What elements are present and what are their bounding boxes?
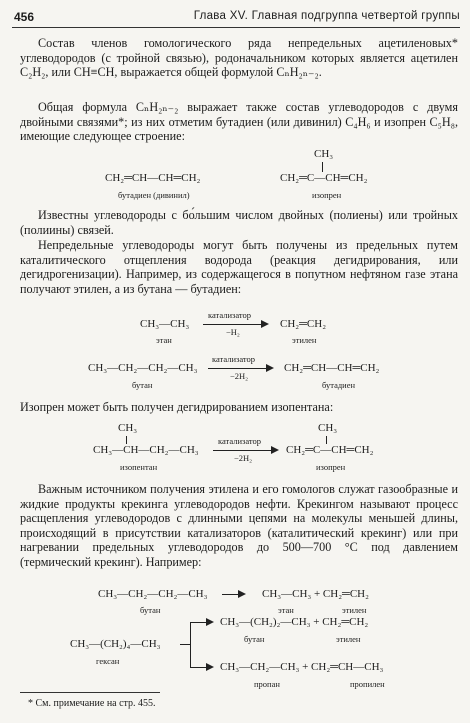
isoprene-bond <box>322 162 323 172</box>
ethane-label: этан <box>156 335 172 345</box>
isopentane-formula: CH₃—CH—CH₂—CH₃ <box>93 444 199 456</box>
hexane-label: гексан <box>96 656 120 666</box>
paragraph-polyenes: Известны углеводороды с бо́льшим числом двойных (полиены) или тройных (полиины) связей. <box>20 208 458 237</box>
header-rule <box>12 27 460 28</box>
isoprene-formula: CH₂═C—CH═CH₂ <box>280 172 368 184</box>
byproduct-label-2: −2H₂ <box>230 371 249 381</box>
cracking-ethylene-label: этилен <box>342 605 367 615</box>
paragraph-cracking: Важным источником получения этилена и его гомологов служат газообразные и жидкие продукты крекинга углеводородов нефти. Крекингом называют процесс расщепления углеводородов с длинными цепями на молекулы меньшей длины, происходящий в присутствии катализаторов (каталитический крекинг) или при нагревании предельных углеводородов до 500—700 °C под давлением (термический крекинг). Например: <box>20 482 458 569</box>
catalyst-label-2: катализатор <box>212 354 256 364</box>
ethane-formula: CH₃—CH₃ <box>140 318 190 330</box>
ethylene-formula: CH₂═CH₂ <box>280 318 327 330</box>
cracking-arrow-1 <box>222 594 246 602</box>
chapter-title: Глава XV. Главная подгруппа четвертой группы <box>193 10 460 22</box>
paragraph-isoprene: Изопрен может быть получен дегидрированием изопентана: <box>20 400 334 414</box>
cracking-ethane-label: этан <box>278 605 294 615</box>
page-number: 456 <box>14 10 35 24</box>
byproduct-label-1: −H₂ <box>226 327 240 337</box>
catalyst-label-3: катализатор <box>218 436 262 446</box>
cracking-butane2-label: бутан <box>244 634 265 644</box>
cracking-ethylene2-label: этилен <box>336 634 361 644</box>
running-header <box>14 10 460 24</box>
cracking-propane-label: пропан <box>254 679 280 689</box>
cracking-propylene-label: пропилен <box>350 679 385 689</box>
cracking-products-1: CH₃—CH₃ + CH₂═CH₂ <box>262 588 369 600</box>
isoprene-methyl: CH₃ <box>314 148 334 160</box>
isoprene-product-bond <box>326 436 327 444</box>
isoprene-product-methyl: CH₃ <box>318 422 338 434</box>
catalyst-label-1: катализатор <box>208 310 252 320</box>
isoprene-product-formula: CH₂═C—CH═CH₂ <box>286 444 374 456</box>
isopentane-methyl: CH₃ <box>118 422 138 434</box>
paragraph-acetylene: Состав членов гомологического ряда непредельных ацетиленовых* углеводородов (с тройной связью), родоначальником которых является ацетилен C₂H₂, или CH≡CH, выражается общей формулой CₙH₂ₙ₋₂. <box>20 36 458 79</box>
cracking-products-2b: CH₃—CH₂—CH₃ + CH₂═CH—CH₃ <box>220 661 384 673</box>
cracking-arrow-2a <box>190 622 214 630</box>
isopentane-label: изопентан <box>120 462 158 472</box>
hexane-formula: CH₃—(CH₂)₄—CH₃ <box>70 638 161 650</box>
cracking-butane-formula: CH₃—CH₂—CH₂—CH₃ <box>98 588 208 600</box>
paragraph-dienes: Общая формула CₙH₂ₙ₋₂ выражает также состав углеводородов с двумя двойными связями*; из них отметим бутадиен (или дивинил) C₄H₆ и изопрен C₅H₈, имеющие следующее строение: <box>20 100 458 143</box>
isoprene-label: изопрен <box>312 190 342 200</box>
butane-formula: CH₃—CH₂—CH₂—CH₃ <box>88 362 198 374</box>
isopentane-bond <box>126 436 127 444</box>
branch-stub <box>180 644 190 652</box>
butane-label: бутан <box>132 380 153 390</box>
ethylene-label: этилен <box>292 335 317 345</box>
cracking-products-2a: CH₃—(CH₂)₂—CH₃ + CH₂═CH₂ <box>220 616 369 628</box>
footnote: * См. примечание на стр. 455. <box>28 698 156 709</box>
paragraph-dehydrogenation: Непредельные углеводороды могут быть получены из предельных путем каталитического отщепления водорода (реакция дегидрирования, или дегидрогенизации). Например, из содержащегося в попутном нефтяном газе этана получают этилен, а из бутана — бутадиен: <box>20 238 458 296</box>
butadiene-label: бутадиен (дивинил) <box>118 190 190 200</box>
cracking-butane-label: бутан <box>140 605 161 615</box>
cracking-arrow-2b <box>190 667 214 675</box>
butadiene-formula: CH₂═CH—CH═CH₂ <box>105 172 201 184</box>
footnote-rule <box>20 692 160 693</box>
isoprene-product-label: изопрен <box>316 462 346 472</box>
butadiene-product-label: бутадиен <box>322 380 356 390</box>
byproduct-label-3: −2H₂ <box>234 453 253 463</box>
butadiene-product-formula: CH₂═CH—CH═CH₂ <box>284 362 380 374</box>
